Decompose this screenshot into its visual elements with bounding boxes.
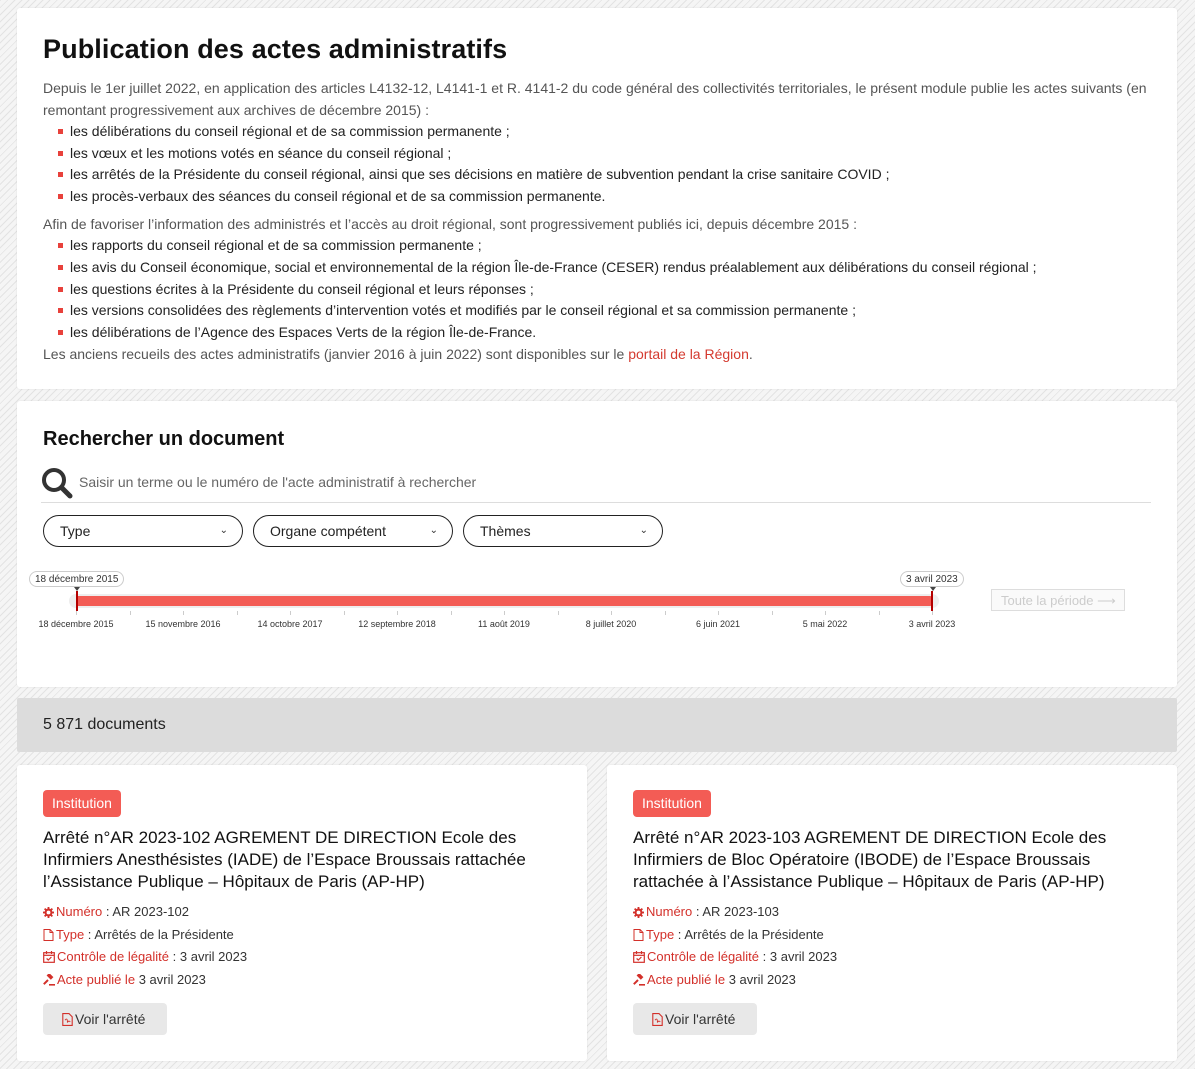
intro-card	[17, 8, 1177, 389]
meta-label: Acte publié le	[57, 972, 136, 987]
list-item: les rapports du conseil régional et de sa commission permanente ;	[43, 235, 1151, 257]
date-tick-mark	[879, 611, 880, 615]
meta-numero: Numéro : AR 2023-103	[633, 904, 779, 919]
result-title[interactable]: Arrêté n°AR 2023-102 AGREMENT DE DIRECTION Ecole des Infirmiers Anesthésistes (IADE) de l’Espace Broussais rattachée l’Assistance Publique – Hôpitaux de Paris (AP-HP)	[43, 828, 526, 891]
list-item: les versions consolidées des règlements d’intervention votés et modifiés par le conseil régional et sa commission permanente ;	[43, 300, 1151, 322]
filter-organe[interactable]	[253, 515, 453, 547]
meta-publie	[43, 972, 206, 987]
date-tick-mark	[825, 611, 826, 615]
page-title: Publication des actes administratifs	[43, 34, 508, 64]
list-item: les vœux et les motions votés en séance du conseil régional ;	[43, 143, 1151, 165]
archives-text: Les anciens recueils des actes administratifs (janvier 2016 à juin 2022) sont disponibles sur le	[43, 346, 629, 363]
intro-paragraph-3	[43, 343, 1151, 365]
file-icon	[633, 929, 644, 941]
view-act-button[interactable]	[43, 1003, 167, 1035]
date-tick-mark	[558, 611, 559, 615]
date-tick-mark	[932, 611, 933, 615]
meta-controle: Contrôle de légalité : 3 avril 2023	[633, 949, 837, 964]
filter-type[interactable]	[43, 515, 243, 547]
range-start-handle[interactable]	[76, 591, 78, 611]
meta-value: AR 2023-102	[112, 904, 189, 919]
date-tick-label: 5 mai 2022	[802, 619, 848, 629]
intro-list-2	[43, 235, 1151, 343]
date-tick-label: 12 septembre 2018	[358, 619, 436, 629]
date-tick-mark	[504, 611, 505, 615]
intro-paragraph-1: Depuis le 1er juillet 2022, en application des articles L4132-12, L4141-1 et R. 4141-2 du code général des collectivités territoriales, le présent module publie les actes suivants (en remontant progressivement aux archives de décembre 2015) :	[43, 80, 1147, 118]
gear-icon	[633, 907, 644, 918]
file-icon	[43, 929, 54, 941]
date-tick-mark	[344, 611, 345, 615]
results-count-bar	[17, 698, 1177, 752]
pdf-icon	[62, 1013, 73, 1026]
date-tick-mark	[397, 611, 398, 615]
meta-label: Contrôle de légalité	[57, 949, 170, 964]
search-icon[interactable]	[41, 467, 73, 499]
filter-themes[interactable]	[463, 515, 663, 547]
meta-label: Acte publié le	[647, 972, 726, 987]
range-end-bubble: 3 avril 2023	[900, 571, 964, 587]
chevron-down-icon: ⌄	[429, 525, 438, 536]
calendar-icon	[633, 951, 645, 963]
list-item: les avis du Conseil économique, social et environnemental de la région Île-de-France (CESER) rendus préalablement aux délibérations du conseil régional ;	[43, 257, 1151, 279]
date-tick-mark	[718, 611, 719, 615]
date-tick-label: 15 novembre 2016	[145, 619, 221, 629]
range-end-handle[interactable]	[931, 591, 933, 611]
archives-text-end: .	[748, 346, 753, 363]
meta-label: Contrôle de légalité	[647, 949, 760, 964]
all-period-button[interactable]: Toute la période ⟶	[991, 589, 1125, 611]
list-item: les questions écrites à la Présidente du conseil régional et leurs réponses ;	[43, 279, 1151, 301]
meta-publie	[633, 972, 796, 987]
gear-icon	[43, 907, 54, 918]
pdf-icon	[652, 1013, 663, 1026]
date-tick-mark	[665, 611, 666, 615]
gavel-icon	[43, 974, 55, 986]
region-portal-link[interactable]: portail de la Région	[628, 346, 749, 363]
date-tick-mark	[237, 611, 238, 615]
list-item: les délibérations de l’Agence des Espaces Verts de la région Île-de-France.	[43, 322, 1151, 344]
chevron-down-icon: ⌄	[639, 525, 648, 536]
meta-label: Numéro	[56, 904, 103, 919]
date-tick-label: 8 juillet 2020	[585, 619, 637, 629]
calendar-icon	[43, 951, 55, 963]
meta-value: 3 avril 2023	[769, 949, 838, 964]
search-title: Rechercher un document	[43, 428, 285, 450]
date-tick-mark	[772, 611, 773, 615]
meta-numero: Numéro : AR 2023-102	[43, 904, 189, 919]
date-tick-label: 3 avril 2023	[908, 619, 956, 629]
date-tick-mark	[130, 611, 131, 615]
result-card	[607, 765, 1177, 1061]
results-count: 5 871 documents	[43, 716, 166, 733]
date-tick-mark	[183, 611, 184, 615]
meta-label: Type	[646, 927, 675, 942]
search-input[interactable]	[79, 471, 1139, 493]
intro-paragraph-2: Afin de favoriser l’information des administrés et l’accès au droit régional, sont progressivement publiés ici, depuis décembre 2015 :	[43, 216, 857, 233]
meta-value: Arrêtés de la Présidente	[94, 927, 234, 942]
filter-label: Type	[60, 523, 91, 539]
date-tick-mark	[611, 611, 612, 615]
meta-value: 3 avril 2023	[138, 972, 206, 987]
meta-value: 3 avril 2023	[728, 972, 796, 987]
date-tick-mark	[290, 611, 291, 615]
date-tick-mark	[76, 611, 77, 615]
result-title[interactable]: Arrêté n°AR 2023-103 AGREMENT DE DIRECTION Ecole des Infirmiers de Bloc Opératoire (IBODE) de l’Espace Broussais rattachée à l’Assistance Publique – Hôpitaux de Paris (AP-HP)	[633, 828, 1107, 891]
list-item: les procès-verbaux des séances du conseil régional et de sa commission permanente.	[43, 186, 1151, 208]
intro-list-1	[43, 121, 1151, 207]
date-tick-label: 6 juin 2021	[695, 619, 741, 629]
date-tick-label: 14 octobre 2017	[257, 619, 323, 629]
result-card	[17, 765, 587, 1061]
list-item: les délibérations du conseil régional et de sa commission permanente ;	[43, 121, 1151, 143]
view-act-button[interactable]	[633, 1003, 757, 1035]
search-bar	[41, 465, 1151, 503]
list-item: les arrêtés de la Présidente du conseil régional, ainsi que ses décisions en matière de subvention pendant la crise sanitaire COVID ;	[43, 164, 1151, 186]
meta-label: Numéro	[646, 904, 693, 919]
meta-value: 3 avril 2023	[179, 949, 248, 964]
chevron-down-icon: ⌄	[219, 525, 228, 536]
view-act-label: Voir l'arrêté	[665, 1011, 736, 1027]
meta-value: AR 2023-103	[702, 904, 779, 919]
category-badge[interactable]: Institution	[43, 790, 121, 817]
meta-value: Arrêtés de la Présidente	[684, 927, 824, 942]
date-tick-label: 18 décembre 2015	[38, 619, 114, 629]
range-start-bubble: 18 décembre 2015	[29, 571, 124, 587]
meta-label: Type	[56, 927, 85, 942]
gavel-icon	[633, 974, 645, 986]
meta-type: Type : Arrêtés de la Présidente	[43, 927, 234, 942]
meta-controle: Contrôle de légalité : 3 avril 2023	[43, 949, 247, 964]
date-tick-label: 11 août 2019	[478, 619, 530, 629]
filter-label: Thèmes	[480, 523, 531, 539]
meta-type: Type : Arrêtés de la Présidente	[633, 927, 824, 942]
filter-label: Organe compétent	[270, 523, 386, 539]
category-badge[interactable]: Institution	[633, 790, 711, 817]
search-card	[17, 401, 1177, 687]
date-tick-mark	[451, 611, 452, 615]
date-range-fill	[76, 596, 932, 606]
view-act-label: Voir l'arrêté	[75, 1011, 146, 1027]
